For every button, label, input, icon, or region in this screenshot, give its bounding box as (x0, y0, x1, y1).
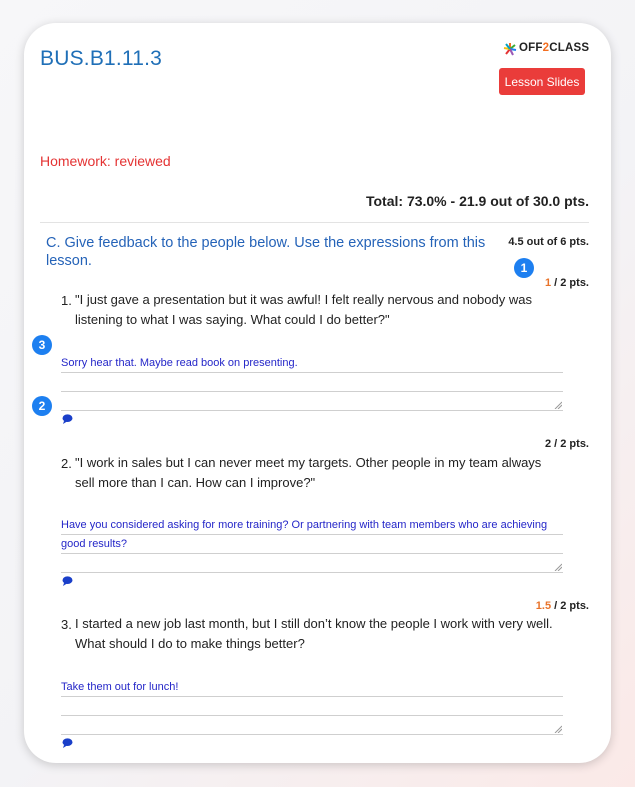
question-3-answer-field[interactable]: Take them out for lunch! (61, 681, 179, 693)
marker-badge-1: 1 (514, 258, 534, 278)
question-3-text: I started a new job last month, but I still don’t know the people I work with very well. What should I do to make things better? (75, 616, 553, 651)
comment-icon[interactable] (62, 738, 73, 748)
homework-status: Homework: reviewed (40, 153, 171, 169)
lesson-code: BUS.B1.11.3 (40, 47, 163, 70)
answer-line (61, 534, 563, 535)
answer-line (61, 696, 563, 697)
resize-grip-icon[interactable] (554, 563, 562, 571)
total-score: Total: 73.0% - 21.9 out of 30.0 pts. (365, 193, 589, 209)
question-2-text: "I work in sales but I can never meet my targets. Other people in my team always sell more than I can. How can I improve?" (75, 455, 542, 490)
question-2-points: 2 / 2 pts. (544, 438, 589, 450)
question-1-number: 1. (61, 293, 72, 308)
question-2-number: 2. (61, 456, 72, 471)
marker-badge-2: 2 (32, 396, 52, 416)
divider (40, 222, 589, 223)
comment-icon[interactable] (62, 576, 73, 586)
section-score: 4.5 out of 6 pts. (508, 236, 589, 248)
pinwheel-logo-icon (503, 42, 517, 56)
section-title: C. Give feedback to the people below. Use the expressions from this lesson. (46, 235, 486, 269)
answer-line (61, 372, 563, 373)
comment-icon[interactable] (62, 414, 73, 424)
question-1-answer-field[interactable]: Sorry hear that. Maybe read book on presenting. (61, 357, 298, 369)
resize-grip-icon[interactable] (554, 401, 562, 409)
question-3-points: 1.5 / 2 pts. (535, 600, 589, 612)
question-1-text: "I just gave a presentation but it was awful! I felt really nervous and nobody was listening to what I was saying. What could I do better?" (75, 292, 532, 327)
logo-wordmark: OFF2CLASS (519, 42, 590, 54)
answer-line (61, 572, 563, 573)
answer-line (61, 715, 563, 716)
resize-grip-icon[interactable] (554, 725, 562, 733)
off2class-logo (503, 39, 599, 59)
answer-line (61, 734, 563, 735)
answer-line (61, 410, 563, 411)
marker-badge-3: 3 (32, 335, 52, 355)
question-1-points: 1 / 2 pts. (544, 277, 589, 289)
question-3-number: 3. (61, 617, 72, 632)
lesson-slides-button[interactable]: Lesson Slides (499, 68, 585, 95)
answer-line (61, 391, 563, 392)
question-2-answer-field[interactable]: Have you considered asking for more training? Or partnering with team members who are achieving good results? (61, 519, 548, 550)
homework-card (24, 23, 611, 763)
answer-line (61, 553, 563, 554)
